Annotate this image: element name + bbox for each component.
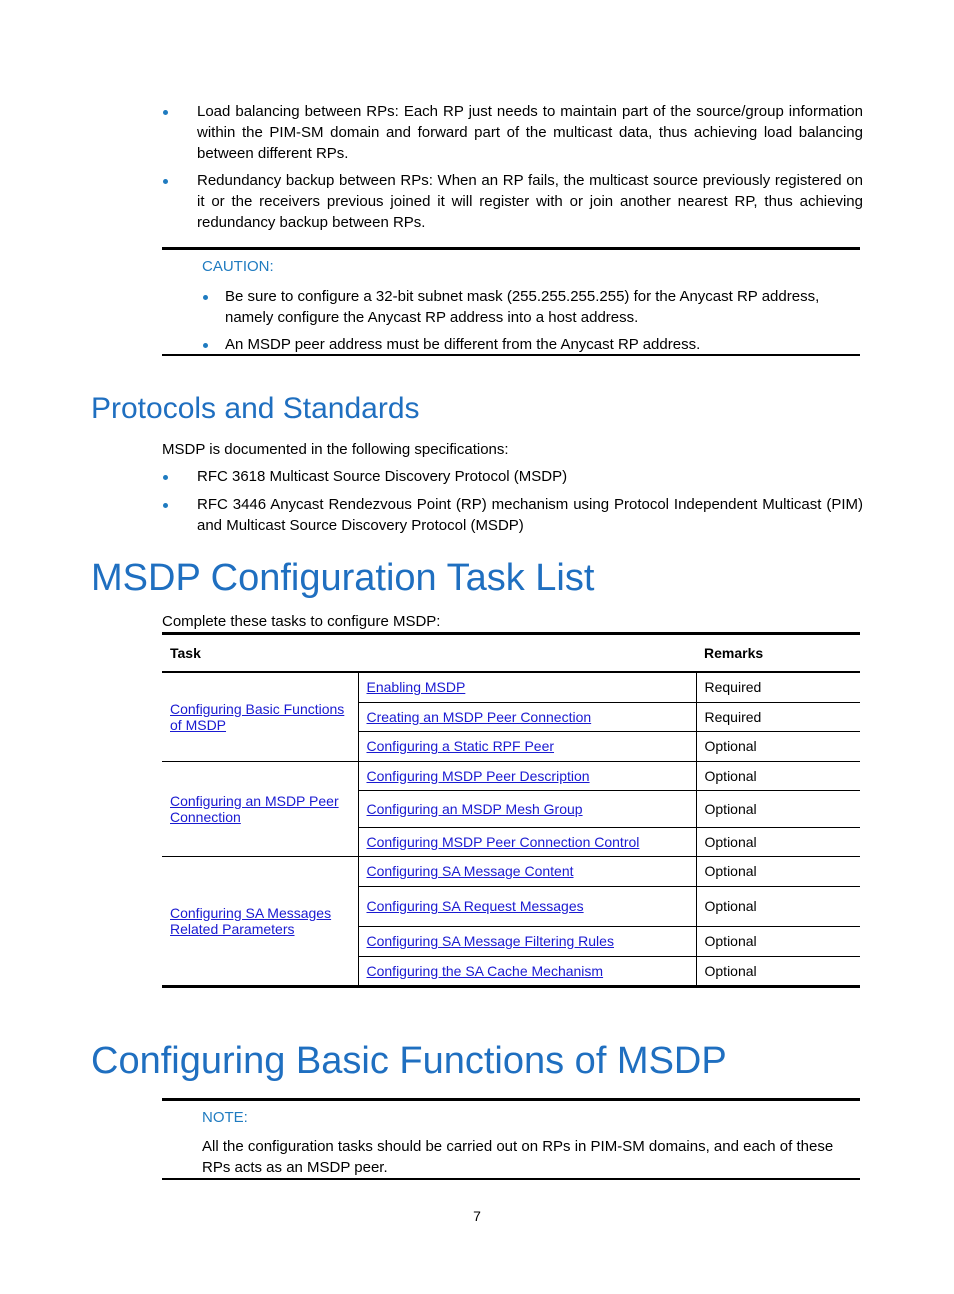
bullet-icon — [203, 343, 208, 348]
task-link[interactable]: Configuring an MSDP Mesh Group — [366, 800, 583, 817]
bullet-icon — [163, 179, 168, 184]
group-cell — [162, 761, 358, 856]
page-number: 7 — [473, 1208, 481, 1224]
remark-cell: Required — [704, 679, 762, 696]
table-row — [162, 761, 860, 790]
bullet-icon — [203, 295, 208, 300]
protocols-intro: MSDP is documented in the following specifications: — [162, 441, 509, 458]
remark-cell: Optional — [704, 898, 757, 914]
task-link[interactable]: Configuring SA Request Messages — [366, 898, 584, 914]
intro-bullet-2: Redundancy backup between RPs: When an RP fails, the multicast source previously registered on it or the receivers previous joined it will register with or join another nearest RP, thus achieving redundancy backup between RPs. — [197, 172, 863, 231]
caution-bottom-rule — [162, 354, 860, 356]
task-link[interactable]: Configuring a Static RPF Peer — [366, 738, 555, 754]
caution-label: CAUTION: — [202, 258, 274, 275]
basic-functions-heading: Configuring Basic Functions of MSDP — [91, 1040, 727, 1082]
task-list-heading: MSDP Configuration Task List — [91, 557, 595, 599]
protocols-item-1: RFC 3618 Multicast Source Discovery Protocol (MSDP) — [197, 468, 568, 485]
table-header-row — [162, 634, 860, 673]
caution-top-rule — [162, 247, 860, 250]
task-link[interactable]: Configuring SA Message Content — [366, 863, 574, 879]
remark-cell: Optional — [704, 833, 757, 850]
task-table — [162, 632, 860, 988]
remark-cell: Optional — [704, 962, 757, 979]
task-link[interactable]: Configuring MSDP Peer Description — [366, 767, 590, 784]
bullet-icon — [163, 110, 168, 115]
table-row — [162, 672, 860, 702]
remark-cell: Optional — [704, 933, 757, 949]
caution-item-1: Be sure to configure a 32-bit subnet mask (255.255.255.255) for the Anycast RP address, namely configure the Anycast RP address into a host address. — [225, 288, 820, 326]
note-top-rule — [162, 1098, 860, 1101]
task-column-header: Task — [170, 645, 201, 661]
group-cell — [162, 672, 358, 761]
task-link[interactable]: Enabling MSDP — [366, 679, 466, 696]
note-text: All the configuration tasks should be carried out on RPs in PIM-SM domains, and each of these RPs acts as an MSDP peer. — [202, 1138, 834, 1176]
table-row — [162, 856, 860, 886]
task-list-intro: Complete these tasks to configure MSDP: — [162, 613, 441, 630]
bullet-icon — [163, 503, 168, 508]
task-link[interactable]: Configuring MSDP Peer Connection Control — [366, 833, 640, 850]
note-bottom-rule — [162, 1178, 860, 1180]
caution-item-2: An MSDP peer address must be different from the Anycast RP address. — [225, 336, 701, 353]
remark-cell: Optional — [704, 767, 757, 784]
remark-cell: Optional — [704, 800, 757, 817]
note-label: NOTE: — [202, 1109, 248, 1126]
protocols-heading: Protocols and Standards — [91, 392, 420, 425]
task-link[interactable]: Creating an MSDP Peer Connection — [366, 708, 592, 725]
remarks-column-header: Remarks — [704, 645, 764, 661]
group-link-sa-messages[interactable]: Configuring SA Messages Related Parameters — [170, 904, 332, 937]
task-link[interactable]: Configuring SA Message Filtering Rules — [366, 933, 614, 949]
group-link-basic-functions[interactable]: Configuring Basic Functions of MSDP — [170, 700, 345, 733]
group-cell — [162, 856, 358, 986]
intro-bullet-1: Load balancing between RPs: Each RP just needs to maintain part of the source/group information within the PIM-SM domain and forward part of the multicast data, thus achieving load balancing between different RPs. — [197, 103, 863, 162]
bullet-icon — [163, 475, 168, 480]
task-link[interactable]: Configuring the SA Cache Mechanism — [366, 962, 604, 979]
protocols-item-2: RFC 3446 Anycast Rendezvous Point (RP) mechanism using Protocol Independent Multicast (PIM) and Multicast Source Discovery Protocol (MSDP) — [197, 496, 863, 534]
remark-cell: Optional — [704, 863, 757, 879]
remark-cell: Required — [704, 708, 762, 725]
group-link-peer-connection[interactable]: Configuring an MSDP Peer Connection — [170, 792, 339, 825]
remark-cell: Optional — [704, 738, 757, 754]
